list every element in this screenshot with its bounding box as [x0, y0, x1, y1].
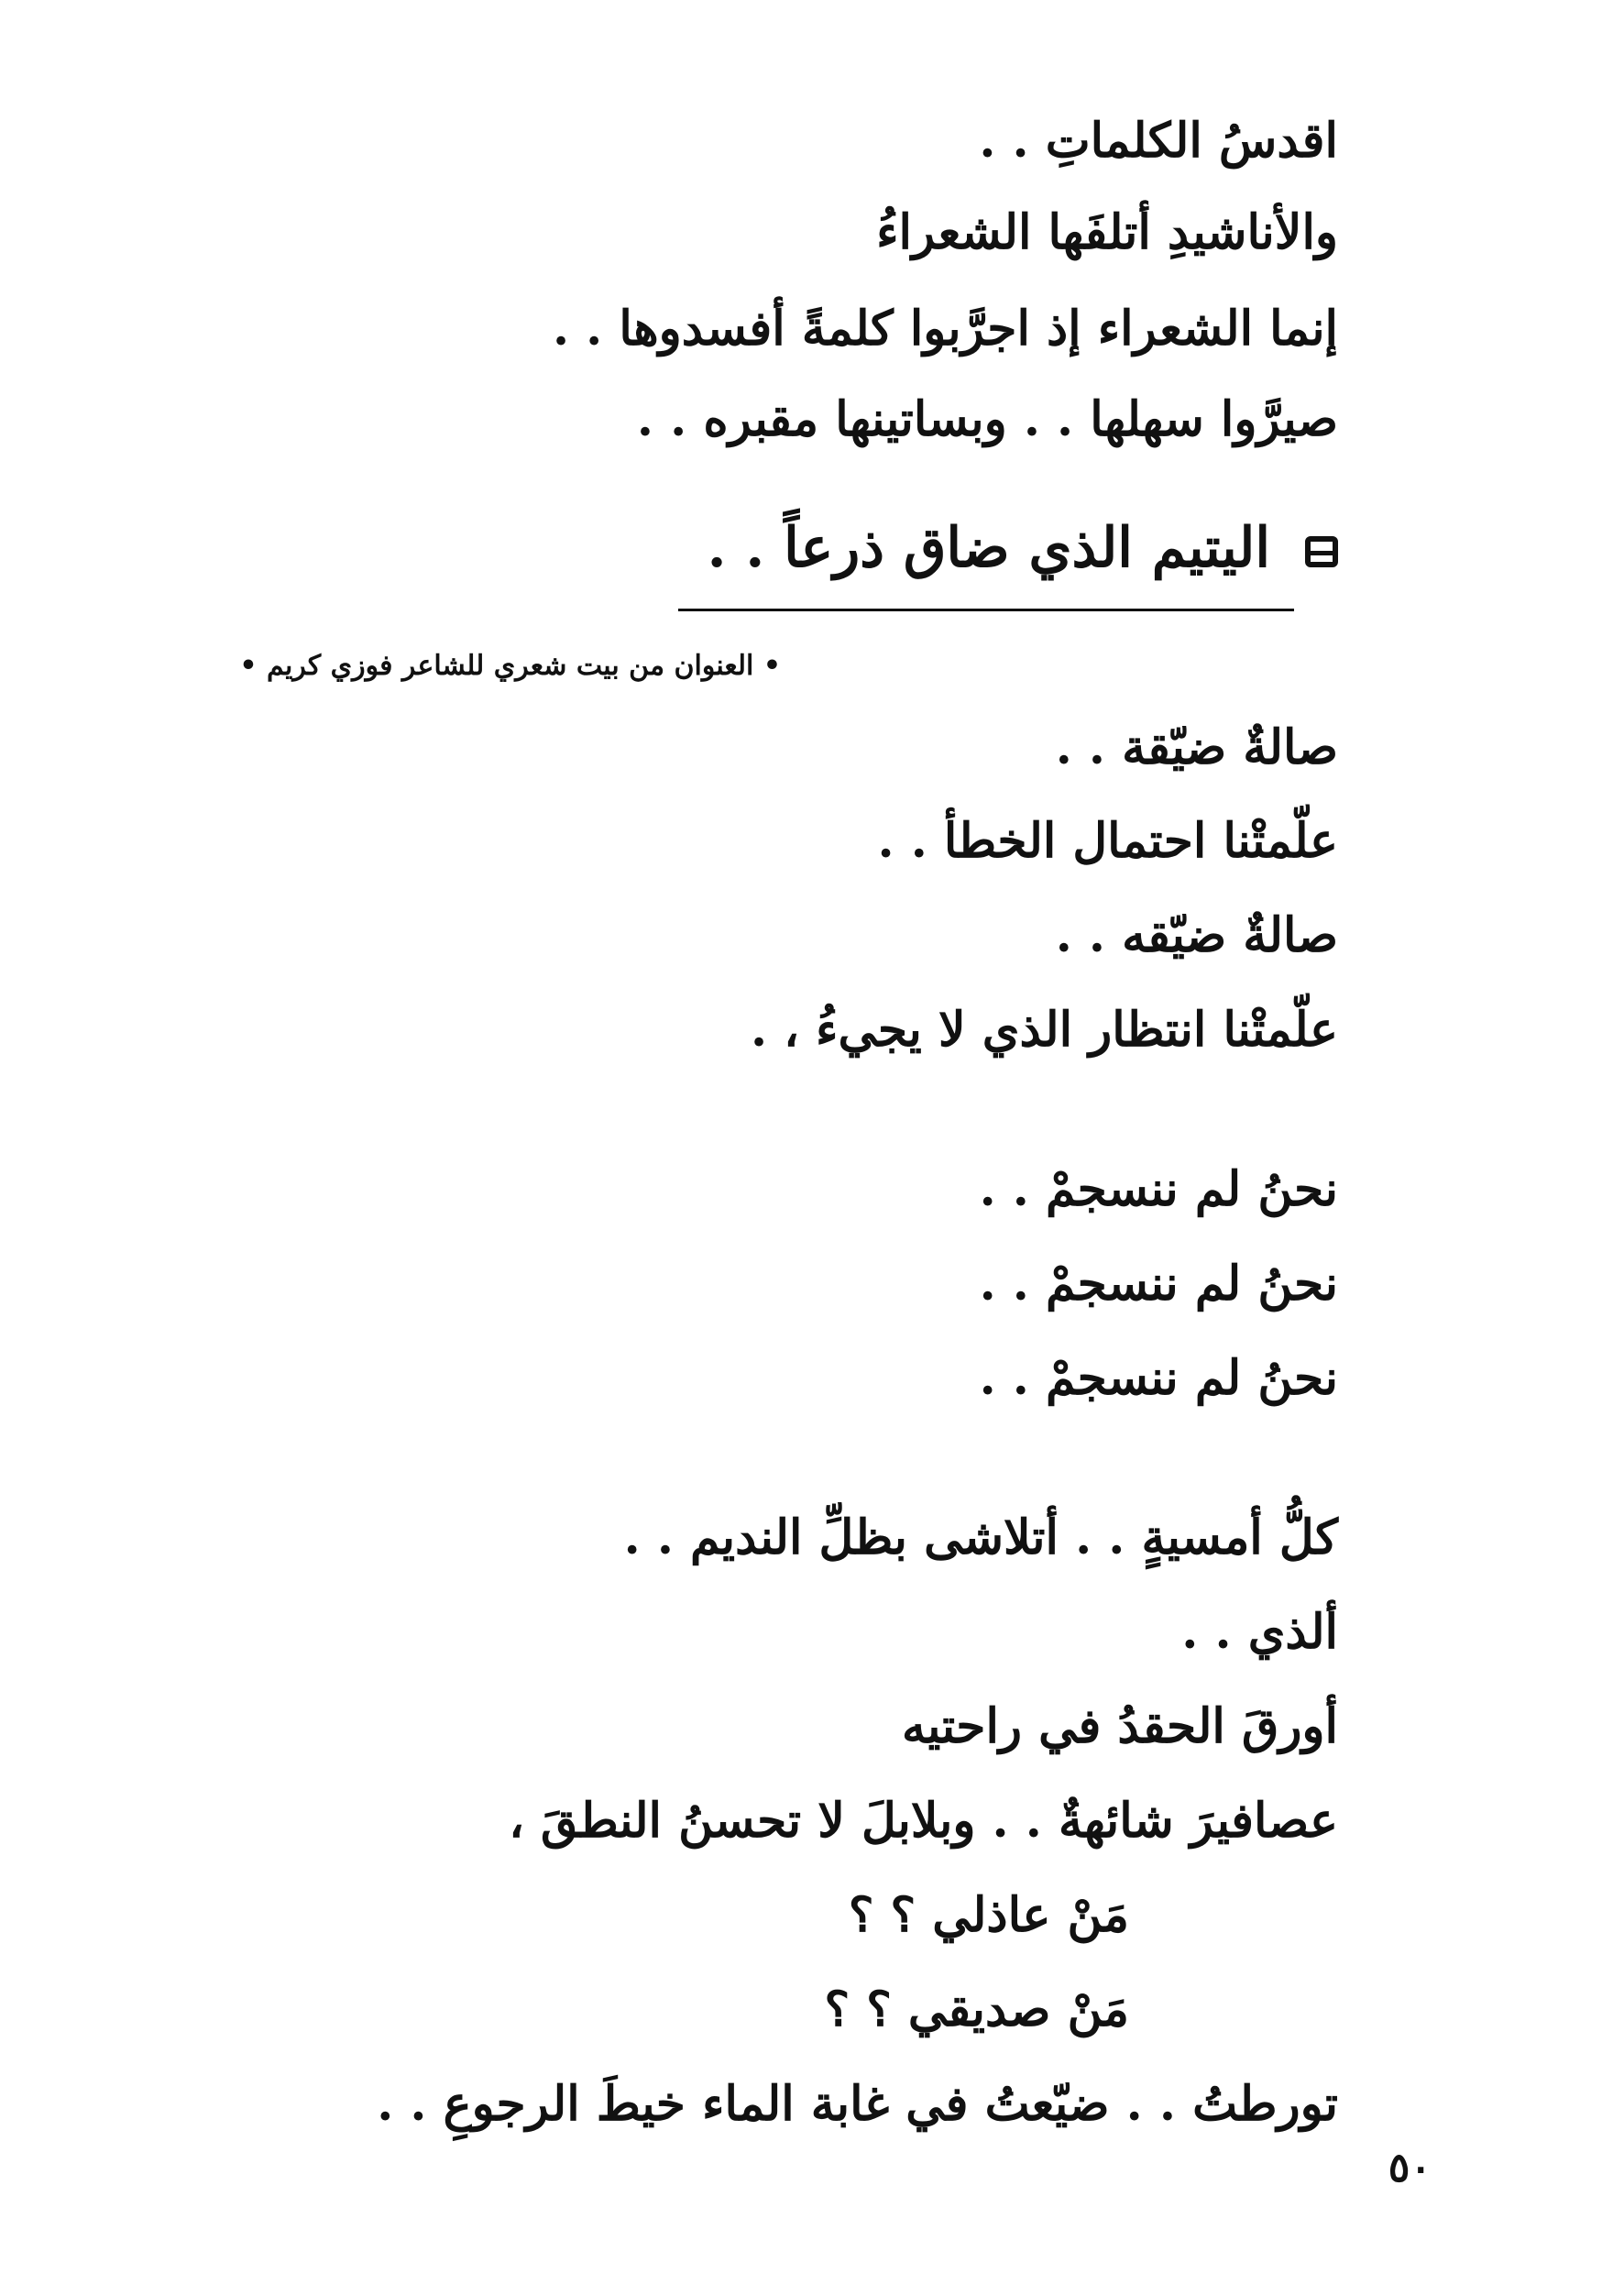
poem-line: عصافيرَ شائهةٌ . . وبلابلَ لا تحسنُ النطقَ ، — [509, 1793, 1338, 1849]
title-underline — [678, 609, 1294, 611]
poem-line: مَنْ عاذلي ؟ ؟ — [848, 1887, 1129, 1943]
poem-line: صيرَّوا سهلها . . وبساتينها مقبره . . — [636, 391, 1338, 447]
poem-line: إنما الشعراء إذ اجرَّبوا كلمةً أفسدوها . . — [552, 301, 1338, 357]
poem-line: نحنُ لم ننسجمْ . . — [979, 1350, 1338, 1406]
section-heading — [678, 509, 1338, 611]
page-number: ٥٠ — [1388, 2145, 1432, 2191]
poem-line: اقدسُ الكلماتِ . . — [979, 113, 1338, 169]
poem-line: مَنْ صديقي ؟ ؟ — [824, 1982, 1129, 2037]
poem-line: أورقَ الحقدُ في راحتيه — [902, 1698, 1338, 1754]
poem-line: علّمتْنا انتظار الذي لا يجيءُ ، . — [750, 1002, 1338, 1058]
section-title: اليتيم الذي ضاق ذرعاً . . — [707, 516, 1270, 580]
square-bullet-icon — [1305, 536, 1338, 567]
poem-line: ألذي . . — [1181, 1604, 1338, 1660]
poem-line: تورطتُ . . ضيّعتُ في غابة الماء خيطَ الرجوعِ . . — [377, 2076, 1338, 2132]
poem-line: نحنُ لم ننسجمْ . . — [979, 1161, 1338, 1217]
title-footnote: • العنوان من بيت شعري للشاعر فوزي كريم • — [239, 650, 781, 682]
poem-line: نحنُ لم ننسجمْ . . — [979, 1256, 1338, 1312]
poem-line: علّمتْنا احتمال الخطأ . . — [877, 813, 1338, 869]
poem-line: صالةٌ ضيّقه . . — [1055, 907, 1338, 963]
poem-line: صالةٌ ضيّقة . . — [1055, 719, 1338, 775]
poem-line: كلُّ أمسيةٍ . . أتلاشى بظلِّ النديم . . — [623, 1510, 1338, 1565]
poem-line: والأناشيدِ أتلفَها الشعراءُ — [876, 204, 1338, 260]
